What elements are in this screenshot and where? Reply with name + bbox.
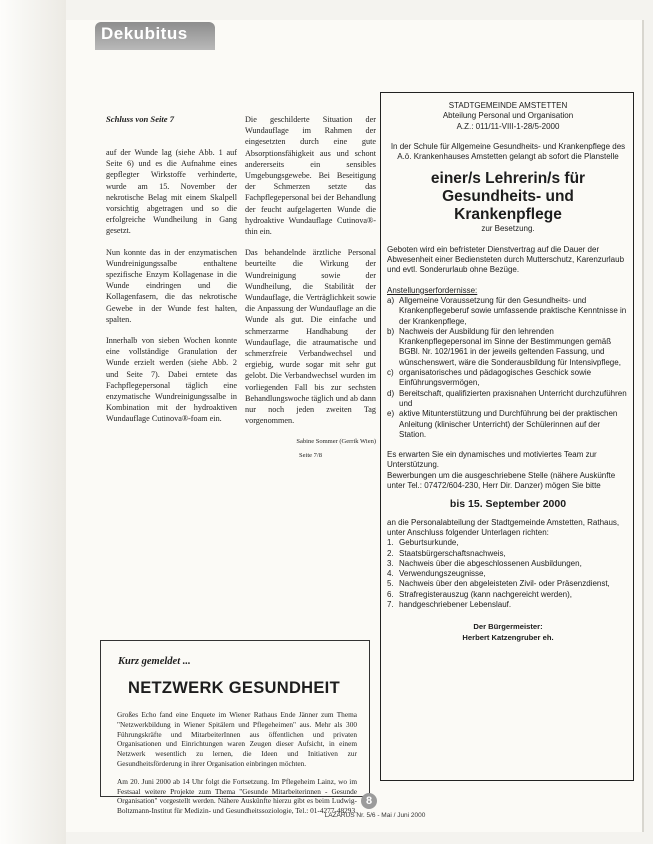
document-item: 5. Nachweis über den abgeleisteten Zivil- oder Präsenzdienst, (387, 579, 610, 589)
news-paragraph: Großes Echo fand eine Enquete im Wiener Rathaus Ende Jänner zum Thema "Netzwerkbildung in Wiener Spitälern und Pflegeheimen" aus. Mehr als 300 Führungskräfte und MitarbeiterInnen aus öffentlichen und privaten Organisationen und Einrichtungen waren Zeugen dieser Aufsicht, in einem Netzwerk wesentlich zu lernen, die Ideen und Initiativen zur Gesundheitsförderung in ihrer Organisation einbringen möchten. (117, 710, 357, 768)
news-paragraph: Am 20. Juni 2000 ab 14 Uhr folgt die Fortsetzung. Im Pflegeheim Lainz, wo im Festsaal weitere Projekte zum Thema "Gesunde Mitarbeiterinnen - Gesunde Organisation" vorgestellt werden. Nähere Auskünfte hierzu gibt es beim Ludwig-Boltzmann-Institut für Medizin- und Gesundheitssoziologie, Tel.: 01-4277-48293. (117, 776, 357, 816)
document-item: 3. Nachweis über die abgeschlossenen Ausbildungen, (387, 558, 582, 568)
ad-apply-text: Bewerbungen um die ausgeschriebene Stelle (nähere Auskünfte unter Tel.: 07472/604-230, Herr Dir. Danzer) mögen Sie bitte (387, 470, 616, 491)
article-column-1 (106, 147, 237, 435)
ad-deadline: bis 15. September 2000 (449, 498, 567, 511)
ad-mayor-name: Herbert Katzengruber eh. (462, 632, 554, 642)
ad-send-to: an die Personalabteilung der Stadtgemeinde Amstetten, Rathaus, unter Anschluss folgender Unterlagen richten: (387, 517, 620, 537)
page-number-badge: 8 (361, 793, 377, 809)
article-page-ref: Seite 7/8 (299, 451, 322, 459)
requirement-item: d) Bereitschaft, qualifizierten praxisnahen Unterricht durchzuführen und (387, 388, 627, 408)
continuation-label: Schluss von Seite 7 (106, 114, 175, 124)
document-item: 2. Staatsbürgerschaftsnachweis, (387, 548, 506, 558)
ad-position-title: einer/s Lehrerin/s für Gesundheits- und Krankenpflege (430, 170, 586, 224)
ad-department: Abteilung Personal und Organisation (442, 111, 574, 121)
requirement-item: b) Nachweis der Ausbildung für den lehrenden Krankenpflegepersonal im Sinne der Bestimmungen gemäß BGBl. Nr. 102/1961 in der jeweils geltenden Fassung, und wünschenswert, wäre die Sonderausbildung für Intensivpflege, (387, 326, 621, 367)
news-kicker: Kurz gemeldet ... (118, 656, 191, 667)
section-title: Dekubitus (101, 24, 188, 43)
ad-requirements-title: Anstellungserfordernisse: (387, 285, 478, 295)
article-paragraph: Innerhalb von sieben Wochen konnte eine vollständige Granulation der Wunde erzielt werden (siehe Abb. 2 und Seite 7). Dabei erntete das Fachpflegepersonal täglich eine enzymatische Wundreinigungssalbe in Kombination mit der hydroaktiven Wundauflage Cutinova®-foam ein. (106, 336, 237, 424)
ad-requirements-list (387, 296, 629, 440)
ad-mayor-title: Der Bürgermeister: (473, 622, 543, 632)
article-paragraph: Die geschilderte Situation der Wundauflage im Rahmen der eingesetzten durch eine gute Absorptionsfähigkeit aus und schont andererseits ein sensibles Umgebungsgewebe. Bei Beseitigung der Schmerzen setzte das Fachpflegepersonal bei der Behandlung der feucht aufgelagerten Wunde die hydroaktive Wundauflage Cutinova®-thin ein. (245, 115, 376, 237)
ad-team-note: Es erwarten Sie ein dynamisches und motiviertes Team zur Unterstützung. (387, 450, 597, 470)
document-item: 1. Geburtsurkunde, (387, 538, 459, 548)
ad-position-suffix: zur Besetzung. (481, 224, 535, 234)
article-paragraph: Nun konnte das in der enzymatischen Wundreinigungssalbe enthaltene spezifische Enzym Kollagenase in die Wunde eindringen und die Kollagenfasern, die das nekrotische Gewebe in der Wunde fest halten, spalten. (106, 247, 237, 324)
document-item: 4. Verwendungszeugnisse, (387, 569, 486, 579)
page-footer: LAZARUS Nr. 5/6 - Mai / Juni 2000 (324, 812, 426, 819)
ad-organisation: STADTGEMEINDE AMSTETTEN (448, 101, 568, 110)
article-paragraph: auf der Wunde lag (siehe Abb. 1 auf Seite 6) und es die Aufnahme eines gepflegter Wirkstoffe verhinderte, wurde am 15. November der nekrotische Belag mit einem Skalpell vorsichtig abgetragen und so die erfolgreiche Wundheilung in Gang gesetzt. (106, 148, 237, 236)
ad-reference: A.Z.: 011/11-VIII-1-28/5-2000 (456, 121, 560, 131)
page-edge-shadow (0, 0, 66, 844)
ad-offer: Geboten wird ein befristeter Dienstvertrag auf die Dauer der Abwesenheit einer Bediensteten durch Mutterschutz, Karenzurlaub und evtl. Sonderurlaub ohne Bezüge. (387, 244, 625, 275)
news-body (117, 710, 357, 824)
ad-intro: In der Schule für Allgemeine Gesundheits- und Krankenpflege des A.ö. Krankenhauses Amstetten gelangt ab sofort die Planstelle (390, 141, 626, 162)
article-column-2 (245, 114, 376, 461)
news-headline: NETZWERK GESUNDHEIT (128, 679, 340, 697)
document-item: 6. Strafregisterauszug (kann nachgereicht werden), (387, 589, 572, 599)
article-signature: Sabine Sommer (Gerrik Wien) (296, 438, 376, 446)
requirement-item: c) organisatorisches und pädagogisches Geschick sowie Einführungsvermögen, (387, 368, 592, 388)
document-item: 7. handgeschriebener Lebenslauf. (387, 599, 512, 609)
ad-documents-list (387, 538, 629, 610)
article-paragraph: Das behandelnde ärztliche Personal beurteilte die Wirkung der Wundreinigung sowie der Wundheilung, die Stabilität der Wundauflage, die Verträglichkeit sowie die Anpassung der Wundauflage an die Wunde als gut. Die einfache und schmerzarme Handhabung der Wundauflage, die atraumatische und schmerzfreie Verbandwechsel und ergiebig, wurde sogar mit sehr gut gelobt. Die Verbandwechsel wurden im vorliegenden Fall bis zur sechsten Behandlungswoche täglich und ab dann nur noch jeden zweiten Tag vorgenommen. (245, 248, 376, 426)
requirement-item: a) Allgemeine Voraussetzung für den Gesundheits- und Krankenpflegeberuf sowie umfassende praktische Kenntnisse in der Krankenpflege, (387, 295, 627, 326)
job-advertisement (380, 92, 634, 781)
requirement-item: e) aktive Mitunterstützung und Durchführung bei der praktischen Anleitung (klinischer Unterricht) der Schülerinnen auf der Station. (387, 409, 618, 439)
